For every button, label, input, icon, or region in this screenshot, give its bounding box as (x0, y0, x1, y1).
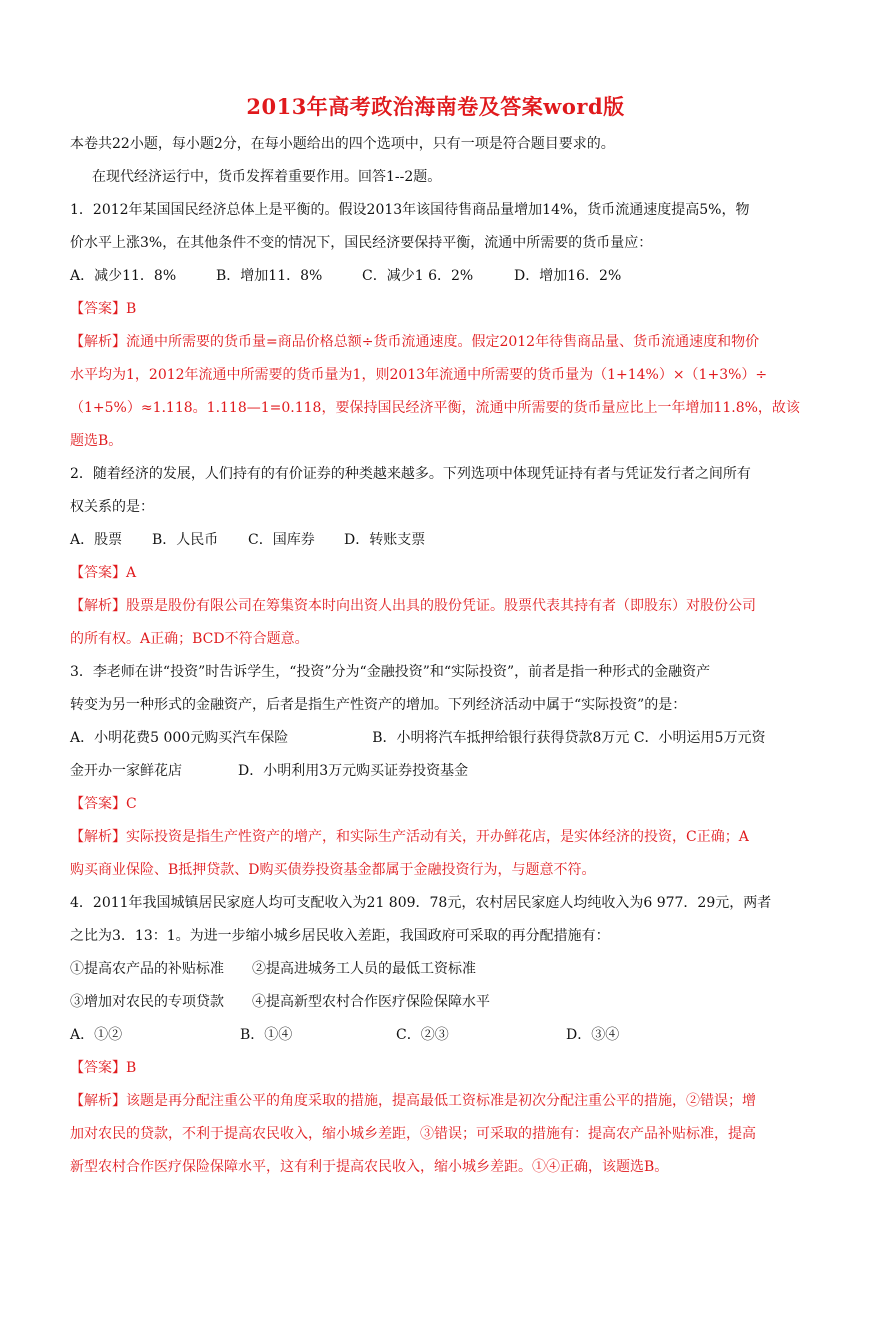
q4-items-line-1: ①提高农产品的补贴标准 ②提高进城务工人员的最低工资标准 (70, 961, 476, 977)
q2-analysis-line-2: 的所有权。A正确；BCD不符合题意。 (70, 631, 309, 647)
q3-analysis-line-2: 购买商业保险、B抵押贷款、D购买债券投资基金都属于金融投资行为，与题意不符。 (70, 862, 596, 878)
q3-stem-line-1: 3．李老师在讲“投资”时告诉学生，“投资”分为“金融投资”和“实际投资”，前者是指一种形式的金融资产 (70, 664, 711, 680)
q3-options-line-2: 金开办一家鲜花店 D．小明利用3万元购买证券投资基金 (70, 763, 469, 779)
q2-stem-line-2: 权关系的是： (70, 499, 154, 515)
q1-option-c: C．减少1 6．2% (362, 268, 474, 284)
q4-analysis-line-3: 新型农村合作医疗保险保障水平，这有利于提高农民收入，缩小城乡差距。①④正确，该题选B。 (70, 1159, 669, 1175)
q2-option-b: B．人民币 (152, 532, 219, 548)
q4-analysis-line-1: 【解析】该题是再分配注重公平的角度采取的措施，提高最低工资标准是初次分配注重公平的措施，②错误；增 (70, 1093, 756, 1109)
q1-analysis-line-3: （1+5%）≈1.118。1.118—1=0.118，要保持国民经济平衡，流通中所需要的货币量应比上一年增加11.8%，故该 (70, 400, 800, 416)
q1-stem-line-1: 1．2012年某国国民经济总体上是平衡的。假设2013年该国待售商品量增加14%，货币流通速度提高5%，物 (70, 202, 750, 218)
q3-answer: 【答案】C (70, 796, 137, 812)
q3-analysis-line-1: 【解析】实际投资是指生产性资产的增产，和实际生产活动有关，开办鲜花店，是实体经济的投资，C正确；A (70, 829, 749, 845)
q2-option-a: A．股票 (70, 532, 123, 548)
group-intro: 在现代经济运行中，货币发挥着重要作用。回答1--2题。 (92, 169, 442, 185)
q4-analysis-line-2: 加对农民的贷款，不利于提高农民收入，缩小城乡差距，③错误；可采取的措施有：提高农产品补贴标准，提高 (70, 1126, 756, 1142)
q1-analysis-line-4: 题选B。 (70, 433, 123, 449)
question-2 (70, 458, 801, 656)
q1-stem-line-2: 价水平上涨3%，在其他条件不变的情况下，国民经济要保持平衡，流通中所需要的货币量应： (70, 235, 653, 251)
q2-option-d: D．转账支票 (344, 532, 426, 548)
q1-options (70, 260, 801, 293)
q1-analysis-line-1: 【解析】流通中所需要的货币量=商品价格总额÷货币流通速度。假定2012年待售商品量、货币流通速度和物价 (70, 334, 760, 350)
q4-options (70, 1019, 801, 1052)
document-title: 2013年高考政治海南卷及答案word版 (246, 94, 625, 119)
q1-analysis-line-2: 水平均为1，2012年流通中所需要的货币量为1，则2013年流通中所需要的货币量为（1+14%）×（1+3%）÷ (70, 367, 768, 383)
q4-stem-line-1: 4．2011年我国城镇居民家庭人均可支配收入为21 809．78元，农村居民家庭人均纯收入为6 977．29元，两者 (70, 895, 772, 911)
q4-items-line-2: ③增加对农民的专项贷款 ④提高新型农村合作医疗保险保障水平 (70, 994, 490, 1010)
q3-stem-line-2: 转变为另一种形式的金融资产，后者是指生产性资产的增加。下列经济活动中属于“实际投资”的是： (70, 697, 687, 713)
q3-options-line-1: A．小明花费5 000元购买汽车保险 B．小明将汽车抵押给银行获得贷款8万元 C．小明运用5万元资 (70, 730, 766, 746)
q1-answer: 【答案】B (70, 301, 137, 317)
q4-option-b: B．①④ (240, 1027, 293, 1043)
q2-analysis-line-1: 【解析】股票是股份有限公司在筹集资本时向出资人出具的股份凭证。股票代表其持有者（即股东）对股份公司 (70, 598, 756, 614)
q2-stem-line-1: 2．随着经济的发展，人们持有的有价证券的种类越来越多。下列选项中体现凭证持有者与凭证发行者之间所有 (70, 466, 751, 482)
exam-intro: 本卷共22小题，每小题2分，在每小题给出的四个选项中，只有一项是符合题目要求的。 (70, 136, 615, 152)
q1-option-d: D．增加16．2% (514, 268, 622, 284)
q2-option-c: C．国库券 (248, 532, 315, 548)
q2-answer: 【答案】A (70, 565, 137, 581)
q4-option-c: C．②③ (396, 1027, 449, 1043)
q4-option-a: A．①② (70, 1027, 123, 1043)
q4-stem-line-2: 之比为3．13：1。为进一步缩小城乡居民收入差距，我国政府可采取的再分配措施有： (70, 928, 610, 944)
q2-options (70, 524, 801, 557)
question-4 (70, 887, 801, 1184)
question-3 (70, 656, 801, 887)
q4-option-d: D．③④ (566, 1027, 620, 1043)
question-1 (70, 194, 801, 458)
q1-option-b: B．增加11．8% (216, 268, 323, 284)
q4-answer: 【答案】B (70, 1060, 137, 1076)
q1-option-a: A．减少11．8% (70, 268, 177, 284)
